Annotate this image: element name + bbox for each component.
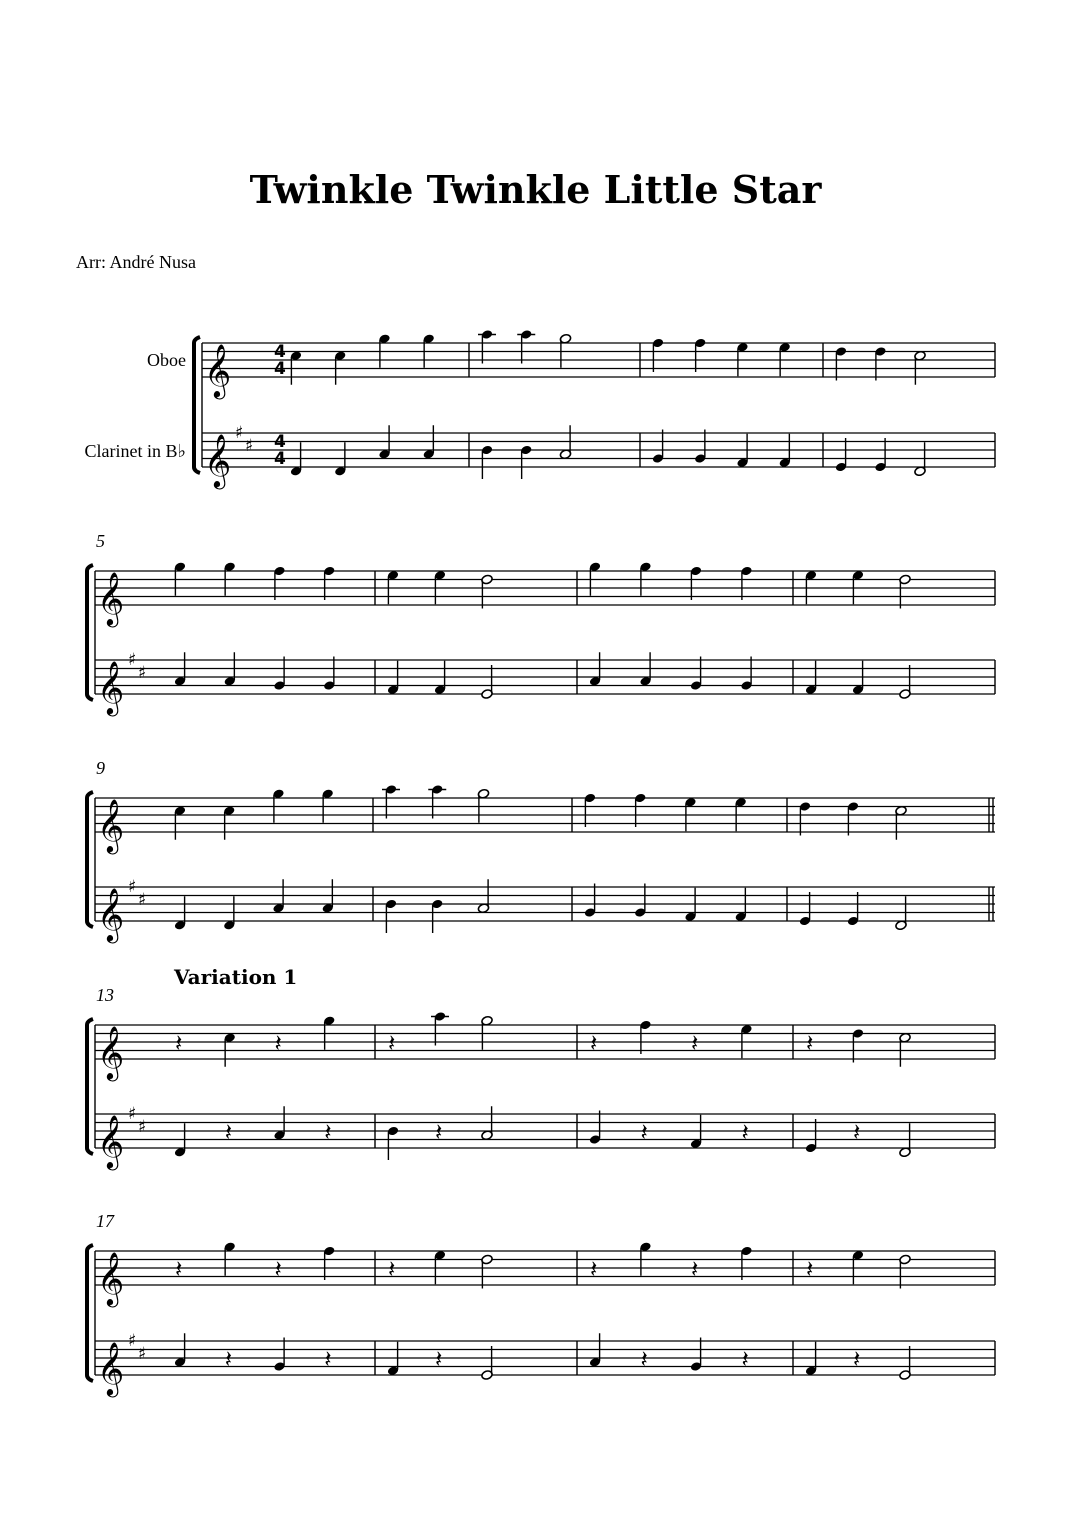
quarter-rest: 𝄽	[691, 1029, 699, 1057]
quarter-rest: 𝄽	[435, 1345, 443, 1373]
system-bracket	[194, 337, 200, 473]
quarter-rest: 𝄽	[640, 1118, 648, 1146]
quarter-rest: 𝄽	[806, 1255, 814, 1283]
quarter-rest: 𝄽	[274, 1029, 282, 1057]
quarter-rest: 𝄽	[806, 1029, 814, 1057]
quarter-rest: 𝄽	[741, 1345, 749, 1373]
section-label: Variation 1	[174, 965, 298, 989]
quarter-rest: 𝄽	[324, 1345, 332, 1373]
treble-clef-icon: 𝄞	[97, 798, 125, 852]
treble-clef-icon: 𝄞	[97, 660, 125, 714]
quarter-rest: 𝄽	[741, 1118, 749, 1146]
sharp-icon: ♯	[245, 435, 254, 456]
quarter-rest: 𝄽	[435, 1118, 443, 1146]
system-bracket	[87, 565, 93, 700]
quarter-rest: 𝄽	[691, 1255, 699, 1283]
sharp-icon: ♯	[138, 662, 147, 683]
quarter-rest: 𝄽	[388, 1255, 396, 1283]
quarter-rest: 𝄽	[640, 1345, 648, 1373]
time-signature-numerator: 4	[274, 342, 286, 362]
sharp-icon: ♯	[128, 650, 137, 670]
treble-clef-icon: 𝄞	[97, 1025, 125, 1079]
quarter-rest: 𝄽	[853, 1345, 861, 1373]
measure-number: 5	[96, 531, 105, 551]
measure-number: 17	[96, 1211, 114, 1231]
quarter-rest: 𝄽	[274, 1255, 282, 1283]
treble-clef-icon: 𝄞	[97, 1251, 125, 1305]
sharp-icon: ♯	[138, 889, 147, 910]
sharp-icon: ♯	[235, 423, 244, 443]
treble-clef-icon: 𝄞	[204, 343, 232, 397]
time-signature-denominator: 4	[274, 449, 286, 469]
measure-number: 9	[96, 758, 105, 778]
quarter-rest: 𝄽	[853, 1118, 861, 1146]
quarter-rest: 𝄽	[175, 1255, 183, 1283]
quarter-rest: 𝄽	[388, 1029, 396, 1057]
time-signature-denominator: 4	[274, 359, 286, 379]
quarter-rest: 𝄽	[590, 1255, 598, 1283]
quarter-rest: 𝄽	[324, 1118, 332, 1146]
treble-clef-icon: 𝄞	[97, 887, 125, 941]
sharp-icon: ♯	[128, 1331, 137, 1351]
quarter-rest: 𝄽	[175, 1029, 183, 1057]
system-bracket	[87, 792, 93, 927]
system-bracket	[87, 1245, 93, 1381]
score-title: Twinkle Twinkle Little Star	[249, 167, 822, 212]
treble-clef-icon: 𝄞	[97, 571, 125, 625]
quarter-rest: 𝄽	[224, 1118, 233, 1146]
measure-number: 13	[96, 985, 114, 1005]
sharp-icon: ♯	[138, 1343, 147, 1364]
sharp-icon: ♯	[138, 1116, 147, 1137]
instrument-name-oboe: Oboe	[147, 350, 186, 370]
quarter-rest: 𝄽	[590, 1029, 598, 1057]
sharp-icon: ♯	[128, 1104, 137, 1124]
treble-clef-icon: 𝄞	[204, 433, 232, 487]
time-signature-numerator: 4	[274, 432, 286, 452]
quarter-rest: 𝄽	[224, 1345, 233, 1373]
system-bracket	[87, 1019, 93, 1154]
instrument-name-clarinet: Clarinet in B♭	[84, 441, 186, 461]
treble-clef-icon: 𝄞	[97, 1114, 125, 1168]
treble-clef-icon: 𝄞	[97, 1341, 125, 1395]
sharp-icon: ♯	[128, 877, 137, 897]
arranger-credit: Arr: André Nusa	[76, 252, 196, 272]
